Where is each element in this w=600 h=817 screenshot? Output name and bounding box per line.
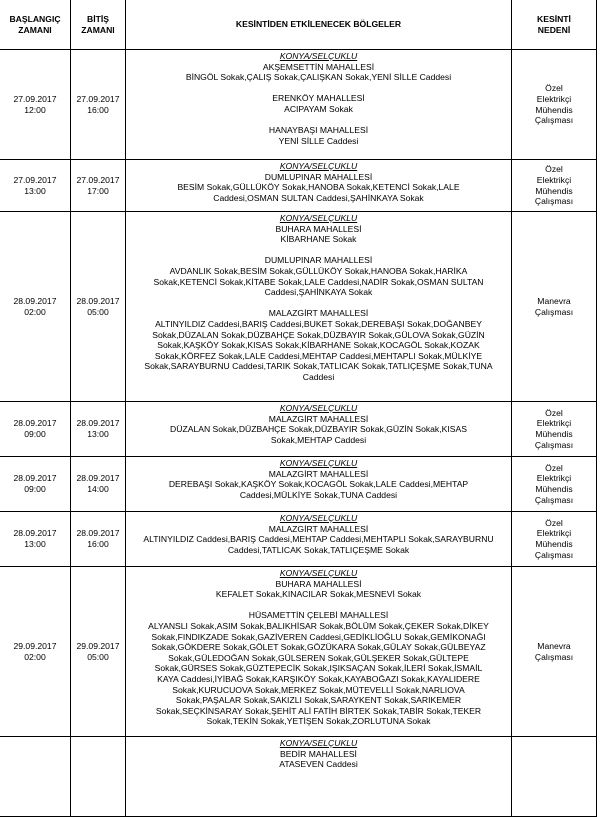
street-list: Caddesi,ŞAHİNKAYA Sokak xyxy=(264,287,373,298)
street-list: AVDANLIK Sokak,BESİM Sokak,GÜLLÜKÖY Sokak,HANOBA Sokak,HARİKA xyxy=(169,265,468,276)
outage-reason-cell xyxy=(512,457,597,512)
end-time-cell xyxy=(71,737,126,817)
street-list: Sokak,DÜZALAN Sokak,DÜZBAHÇE Sokak,DÜZBAYIR Sokak,GÜLOVA Sokak,GÜZİN xyxy=(152,329,485,340)
end-time: 16:00 xyxy=(87,539,109,549)
region-name: KONYA/SELÇUKLU xyxy=(279,513,358,523)
end-time: 14:00 xyxy=(87,484,109,494)
street-list: KİBARHANE Sokak xyxy=(280,234,357,245)
affected-regions-cell xyxy=(126,512,512,567)
street-list: KEFALET Sokak,KINACILAR Sokak,MESNEVİ Sokak xyxy=(215,589,422,600)
affected-regions-cell xyxy=(126,160,512,212)
header-outage-reason: KESİNTİ NEDENİ xyxy=(512,0,597,50)
outage-reason: Manevra xyxy=(537,640,571,651)
start-time: 13:00 xyxy=(24,539,46,549)
outage-reason: Özel xyxy=(545,462,563,473)
region-name: KONYA/SELÇUKLU xyxy=(279,738,358,748)
region-name: KONYA/SELÇUKLU xyxy=(279,458,358,468)
header-end-time: BİTİŞ ZAMANI xyxy=(71,0,126,50)
outage-reason: Elektrikçi xyxy=(536,418,572,429)
neighborhood-group xyxy=(128,469,509,501)
start-time-cell xyxy=(0,160,71,212)
start-time: 13:00 xyxy=(24,185,46,196)
neighborhood-group xyxy=(128,224,509,245)
street-list: ALYANSLI Sokak,ASIM Sokak,BALIKHİSAR Sokak,BÖLÜM Sokak,ÇEKER Sokak,DİKEY xyxy=(148,620,489,631)
outage-reason: Mühendis xyxy=(535,539,573,549)
outage-reason: Mühendis xyxy=(535,185,573,196)
end-date: 28.09.2017 xyxy=(76,528,120,539)
table-row xyxy=(0,160,597,212)
affected-regions-cell xyxy=(126,402,512,457)
start-time-cell xyxy=(0,512,71,567)
start-time: 02:00 xyxy=(24,651,46,662)
outage-reason: Çalışması xyxy=(534,306,574,317)
neighborhood-name: BUHARA MAHALLESİ xyxy=(275,578,362,589)
street-list: KAYA Caddesi,İYİBAĞ Sokak,KARŞIKÖY Sokak,KAYABOĞAZI Sokak,KAYALIDERE xyxy=(157,673,480,684)
street-list: YENİ SİLLE Caddesi xyxy=(278,135,359,146)
end-time: 16:00 xyxy=(87,104,109,115)
region-name: KONYA/SELÇUKLU xyxy=(279,51,358,61)
start-time: 12:00 xyxy=(24,104,46,115)
table-row xyxy=(0,402,597,457)
neighborhood-name: AKŞEMSETTİN MAHALLESİ xyxy=(262,61,375,72)
outage-reason: Elektrikçi xyxy=(536,528,572,539)
outage-reason: Çalışması xyxy=(534,115,574,126)
affected-regions-cell xyxy=(126,212,512,402)
neighborhood-name: BUHARA MAHALLESİ xyxy=(275,223,362,234)
end-time: 13:00 xyxy=(87,429,109,439)
end-date: 29.09.2017 xyxy=(76,640,120,651)
end-time-cell xyxy=(71,160,126,212)
outage-reason: Özel xyxy=(545,164,563,175)
start-date: 27.09.2017 xyxy=(13,93,57,104)
neighborhood-name: MALAZGİRT MAHALLESİ xyxy=(268,413,369,424)
end-date: 28.09.2017 xyxy=(76,418,120,429)
table-row xyxy=(0,212,597,402)
outage-reason-cell xyxy=(512,212,597,402)
street-list: BESİM Sokak,GÜLLÜKÖY Sokak,HANOBA Sokak,KETENCİ Sokak,LALE xyxy=(177,182,460,193)
start-time: 09:00 xyxy=(24,484,46,494)
neighborhood-name: MALAZGİRT MAHALLESİ xyxy=(268,523,369,534)
start-date: 28.09.2017 xyxy=(13,473,57,484)
street-list: ALTINYILDIZ Caddesi,BARIŞ Caddesi,MEHTAP Caddesi,MEHTAPLI Sokak,SARAYBURNU xyxy=(143,534,494,545)
end-time-cell xyxy=(71,212,126,402)
street-list: Caddesi,TATLICAK Sokak,TATLIÇEŞME Sokak xyxy=(227,544,410,555)
street-list: ATASEVEN Caddesi xyxy=(279,759,358,770)
neighborhood-group xyxy=(128,749,509,770)
neighborhood-group xyxy=(128,308,509,382)
street-list: DÜZALAN Sokak,DÜZBAHÇE Sokak,DÜZBAYIR Sokak,GÜZİN Sokak,KISAS xyxy=(170,424,467,435)
outage-reason: Manevra xyxy=(537,295,571,306)
street-list: Sokak,GÖKDERE Sokak,GÖLET Sokak,GÖZÜKARA Sokak,GÜLAY Sokak,GÜLBEYAZ xyxy=(151,642,486,653)
outage-reason-cell xyxy=(512,737,597,817)
end-time: 05:00 xyxy=(87,306,109,317)
end-time-cell xyxy=(71,457,126,512)
neighborhood-name: BEDİR MAHALLESİ xyxy=(280,748,357,759)
start-time-cell xyxy=(0,737,71,817)
start-date: 28.09.2017 xyxy=(13,295,57,306)
street-list: DEREBAŞI Sokak,KAŞKÖY Sokak,KOCAGÖL Sokak,LALE Caddesi,MEHTAP xyxy=(168,479,469,490)
affected-regions-cell xyxy=(126,737,512,817)
street-list: BİNGÖL Sokak,ÇALIŞ Sokak,ÇALIŞKAN Sokak,YENİ SİLLE Caddesi xyxy=(185,72,452,83)
outage-reason: Çalışması xyxy=(534,651,574,662)
table-row xyxy=(0,50,597,160)
outage-reason-cell xyxy=(512,512,597,567)
outage-reason: Mühendis xyxy=(535,484,573,494)
outage-reason: Elektrikçi xyxy=(536,93,572,104)
street-list: Sokak,TEKİN Sokak,YETİŞEN Sokak,ZORLUTUNA Sokak xyxy=(206,716,431,727)
street-list: Sokak,GÜRSES Sokak,GÜZTEPECİK Sokak,IŞIKSAÇAN Sokak,İLERİ Sokak,İSMAİL xyxy=(154,663,483,674)
neighborhood-group xyxy=(128,93,509,114)
street-list: Sokak,FINDIKZADE Sokak,GAZİVEREN Caddesi,GEDİKLİOĞLU Sokak,GEMİKONAĞI xyxy=(151,631,486,642)
affected-regions-cell xyxy=(126,567,512,737)
neighborhood-name: DUMLUPINAR MAHALLESİ xyxy=(264,255,373,266)
outage-reason-cell xyxy=(512,50,597,160)
table-row xyxy=(0,457,597,512)
neighborhood-name: DUMLUPINAR MAHALLESİ xyxy=(264,171,373,182)
region-name: KONYA/SELÇUKLU xyxy=(279,568,358,578)
affected-regions-cell xyxy=(126,457,512,512)
neighborhood-name: MALAZGİRT MAHALLESİ xyxy=(268,468,369,479)
outage-reason: Mühendis xyxy=(535,429,573,439)
end-date: 28.09.2017 xyxy=(76,295,120,306)
outage-reason: Çalışması xyxy=(534,494,574,505)
end-date: 27.09.2017 xyxy=(76,93,120,104)
end-time: 17:00 xyxy=(87,185,109,196)
street-list: ACIPAYAM Sokak xyxy=(284,103,353,114)
region-name: KONYA/SELÇUKLU xyxy=(279,161,358,171)
neighborhood-group xyxy=(128,62,509,83)
table-row xyxy=(0,737,597,817)
neighborhood-name: MALAZGİRT MAHALLESİ xyxy=(268,308,369,319)
end-time-cell xyxy=(71,50,126,160)
start-time: 09:00 xyxy=(24,429,46,439)
neighborhood-group xyxy=(128,610,509,727)
neighborhood-name: ERENKÖY MAHALLESİ xyxy=(272,93,365,104)
street-list: Sokak,KÖRFEZ Sokak,LALE Caddesi,MEHTAP Caddesi,MEHTAPLI Sokak,MÜLKİYE xyxy=(154,350,483,361)
street-list: Sokak,KETENCİ Sokak,KİTABE Sokak,LALE Caddesi,NADİR Sokak,OSMAN SULTAN xyxy=(153,276,484,287)
outage-reason: Özel xyxy=(545,83,563,94)
street-list: Sokak,PAŞALAR Sokak,SAKIZLI Sokak,SARAYKENT Sokak,SARIKEMER xyxy=(175,695,462,706)
neighborhood-group xyxy=(128,414,509,446)
outage-reason-cell xyxy=(512,160,597,212)
neighborhood-group xyxy=(128,524,509,556)
start-date: 29.09.2017 xyxy=(13,640,57,651)
street-list: Sokak,KAŞKÖY Sokak,KISAS Sokak,KİBARHANE Sokak,KOCAGÖL Sokak,KOZAK xyxy=(157,340,480,351)
affected-regions-cell xyxy=(126,50,512,160)
neighborhood-name: HÜSAMETTİN ÇELEBİ MAHALLESİ xyxy=(248,610,389,621)
table-row xyxy=(0,567,597,737)
neighborhood-group xyxy=(128,255,509,297)
street-list: Sokak,GÜLEDOĞAN Sokak,GÜLSEREN Sokak,GÜLŞEKER Sokak,GÜLTEPE xyxy=(168,652,469,663)
street-list: Sokak,MEHTAP Caddesi xyxy=(270,434,367,445)
street-list: Caddesi,MÜLKİYE Sokak,TUNA Caddesi xyxy=(239,489,398,500)
outage-reason: Çalışması xyxy=(534,549,574,560)
street-list: Caddesi,OSMAN SULTAN Caddesi,ŞAHİNKAYA Sokak xyxy=(213,192,424,203)
end-time-cell xyxy=(71,402,126,457)
street-list: Sokak,SARAYBURNU Caddesi,TARIK Sokak,TATLICAK Sokak,TATLIÇEŞME Sokak,TUNA xyxy=(144,361,493,372)
start-time-cell xyxy=(0,567,71,737)
outage-reason: Çalışması xyxy=(534,196,574,207)
end-date: 27.09.2017 xyxy=(76,174,120,185)
street-list: Caddesi xyxy=(302,371,335,382)
start-time-cell xyxy=(0,402,71,457)
end-date: 28.09.2017 xyxy=(76,473,120,484)
start-date: 28.09.2017 xyxy=(13,418,57,429)
end-time-cell xyxy=(71,567,126,737)
start-time-cell xyxy=(0,50,71,160)
street-list: ALTINYILDIZ Caddesi,BARIŞ Caddesi,BUKET Sokak,DEREBAŞI Sokak,DOĞANBEY xyxy=(155,318,482,329)
start-time-cell xyxy=(0,212,71,402)
table-row xyxy=(0,512,597,567)
outage-reason-cell xyxy=(512,567,597,737)
end-time: 05:00 xyxy=(87,651,109,662)
header-row xyxy=(0,0,597,50)
outage-reason: Çalışması xyxy=(534,439,574,450)
outage-reason: Özel xyxy=(545,517,563,528)
region-name: KONYA/SELÇUKLU xyxy=(279,403,358,413)
street-list: Sokak,SEÇKİNSARAY Sokak,ŞEHİT ALİ FATİH BİRTEK Sokak,TABİR Sokak,TEKER xyxy=(155,705,482,716)
start-date: 27.09.2017 xyxy=(13,174,57,185)
region-name: KONYA/SELÇUKLU xyxy=(279,213,358,223)
outage-reason: Özel xyxy=(545,407,563,418)
header-start-time: BAŞLANGIÇ ZAMANI xyxy=(0,0,71,50)
start-date: 28.09.2017 xyxy=(13,528,57,539)
street-list: Sokak,KURUCUOVA Sokak,MERKEZ Sokak,MÜTEVELLİ Sokak,NARLIOVA xyxy=(172,684,465,695)
neighborhood-group xyxy=(128,172,509,204)
outage-reason-cell xyxy=(512,402,597,457)
outage-reason: Mühendis xyxy=(535,104,573,115)
start-time-cell xyxy=(0,457,71,512)
start-time: 02:00 xyxy=(24,306,46,317)
outage-reason: Elektrikçi xyxy=(536,174,572,185)
neighborhood-name: HANAYBAŞI MAHALLESİ xyxy=(268,125,369,136)
end-time-cell xyxy=(71,512,126,567)
neighborhood-group xyxy=(128,579,509,600)
neighborhood-group xyxy=(128,125,509,146)
header-affected-regions: KESİNTİDEN ETKİLENECEK BÖLGELER xyxy=(126,0,512,50)
outage-reason: Elektrikçi xyxy=(536,473,572,484)
